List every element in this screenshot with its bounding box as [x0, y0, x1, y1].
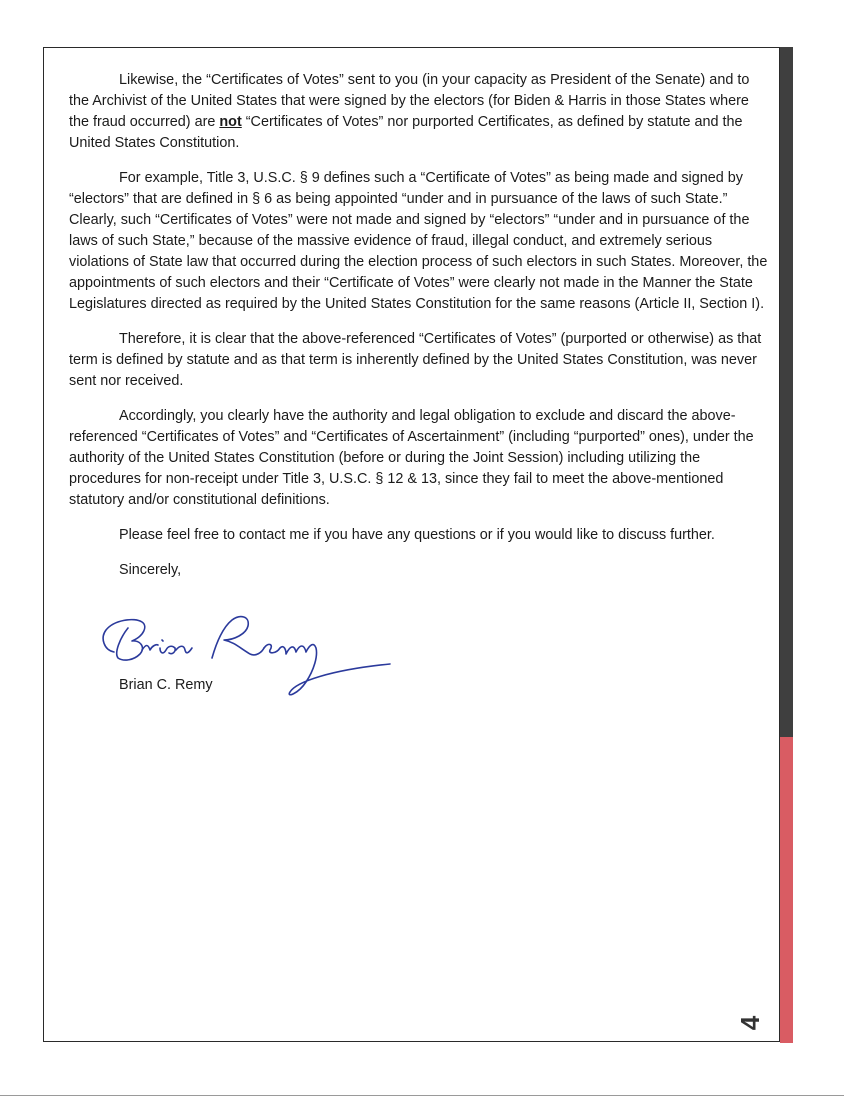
emphasis-not: not — [219, 114, 242, 130]
paragraph-therefore: Therefore, it is clear that the above-referenced “Certificates of Votes” (purported or otherwise) as that term is defined by statute and as that term is inherently defined by the United States Constitution, was never sent nor received. — [69, 331, 762, 389]
paragraph-likewise — [69, 70, 769, 154]
paragraph-accordingly: Accordingly, you clearly have the authority and legal obligation to exclude and discard the above-referenced “Certificates of Votes” and “Certificates of Ascertainment” (including “purported” ones), under the authority of the United States Constitution (before or during the Joint Session) including utilizing the procedures for non-receipt under Title 3, U.S.C. § 12 & 13, since they fail to meet the above-mentioned statutory and/or constitutional definitions. — [69, 408, 754, 508]
letter-body — [69, 70, 769, 581]
page-edge-dark — [780, 47, 793, 737]
signer-name: Brian C. Remy — [119, 677, 213, 693]
page-edge-red — [780, 737, 793, 1043]
scan-bottom-line — [0, 1095, 844, 1096]
page-number: 4 — [735, 1015, 766, 1031]
paragraph-for-example: For example, Title 3, U.S.C. § 9 defines such a “Certificate of Votes” as being made and signed by “electors” that are defined in § 6 as being appointed “under and in pursuance of the laws of such State.” Clearly, such “Certificates of Votes” were not made and signed by “electors” “under and in pursuance of the laws of such State,” because of the massive evidence of fraud, illegal conduct, and extremely serious violations of State law that occurred during the election process of such electors in such States. Moreover, the appointments of such electors and their “Certificate of Votes” were clearly not made in the Manner the State Legislatures directed as required by the United States Constitution for the same reasons (Article II, Section I). — [69, 170, 768, 312]
closing-sincerely: Sincerely, — [119, 562, 182, 578]
paragraph-likewise-text-before: Likewise, the “Certificates of Votes” sent to you (in your capacity as President of the Senate) and to the Archivist of the United States that were signed by the electors (for Biden & Harris in those States where the fraud occurred) are — [69, 72, 750, 130]
paragraph-contact: Please feel free to contact me if you have any questions or if you would like to discuss further. — [119, 527, 715, 543]
paragraph-likewise-text-after: “Certificates of Votes” nor purported Certificates, as defined by statute and the United States Constitution. — [69, 114, 743, 151]
